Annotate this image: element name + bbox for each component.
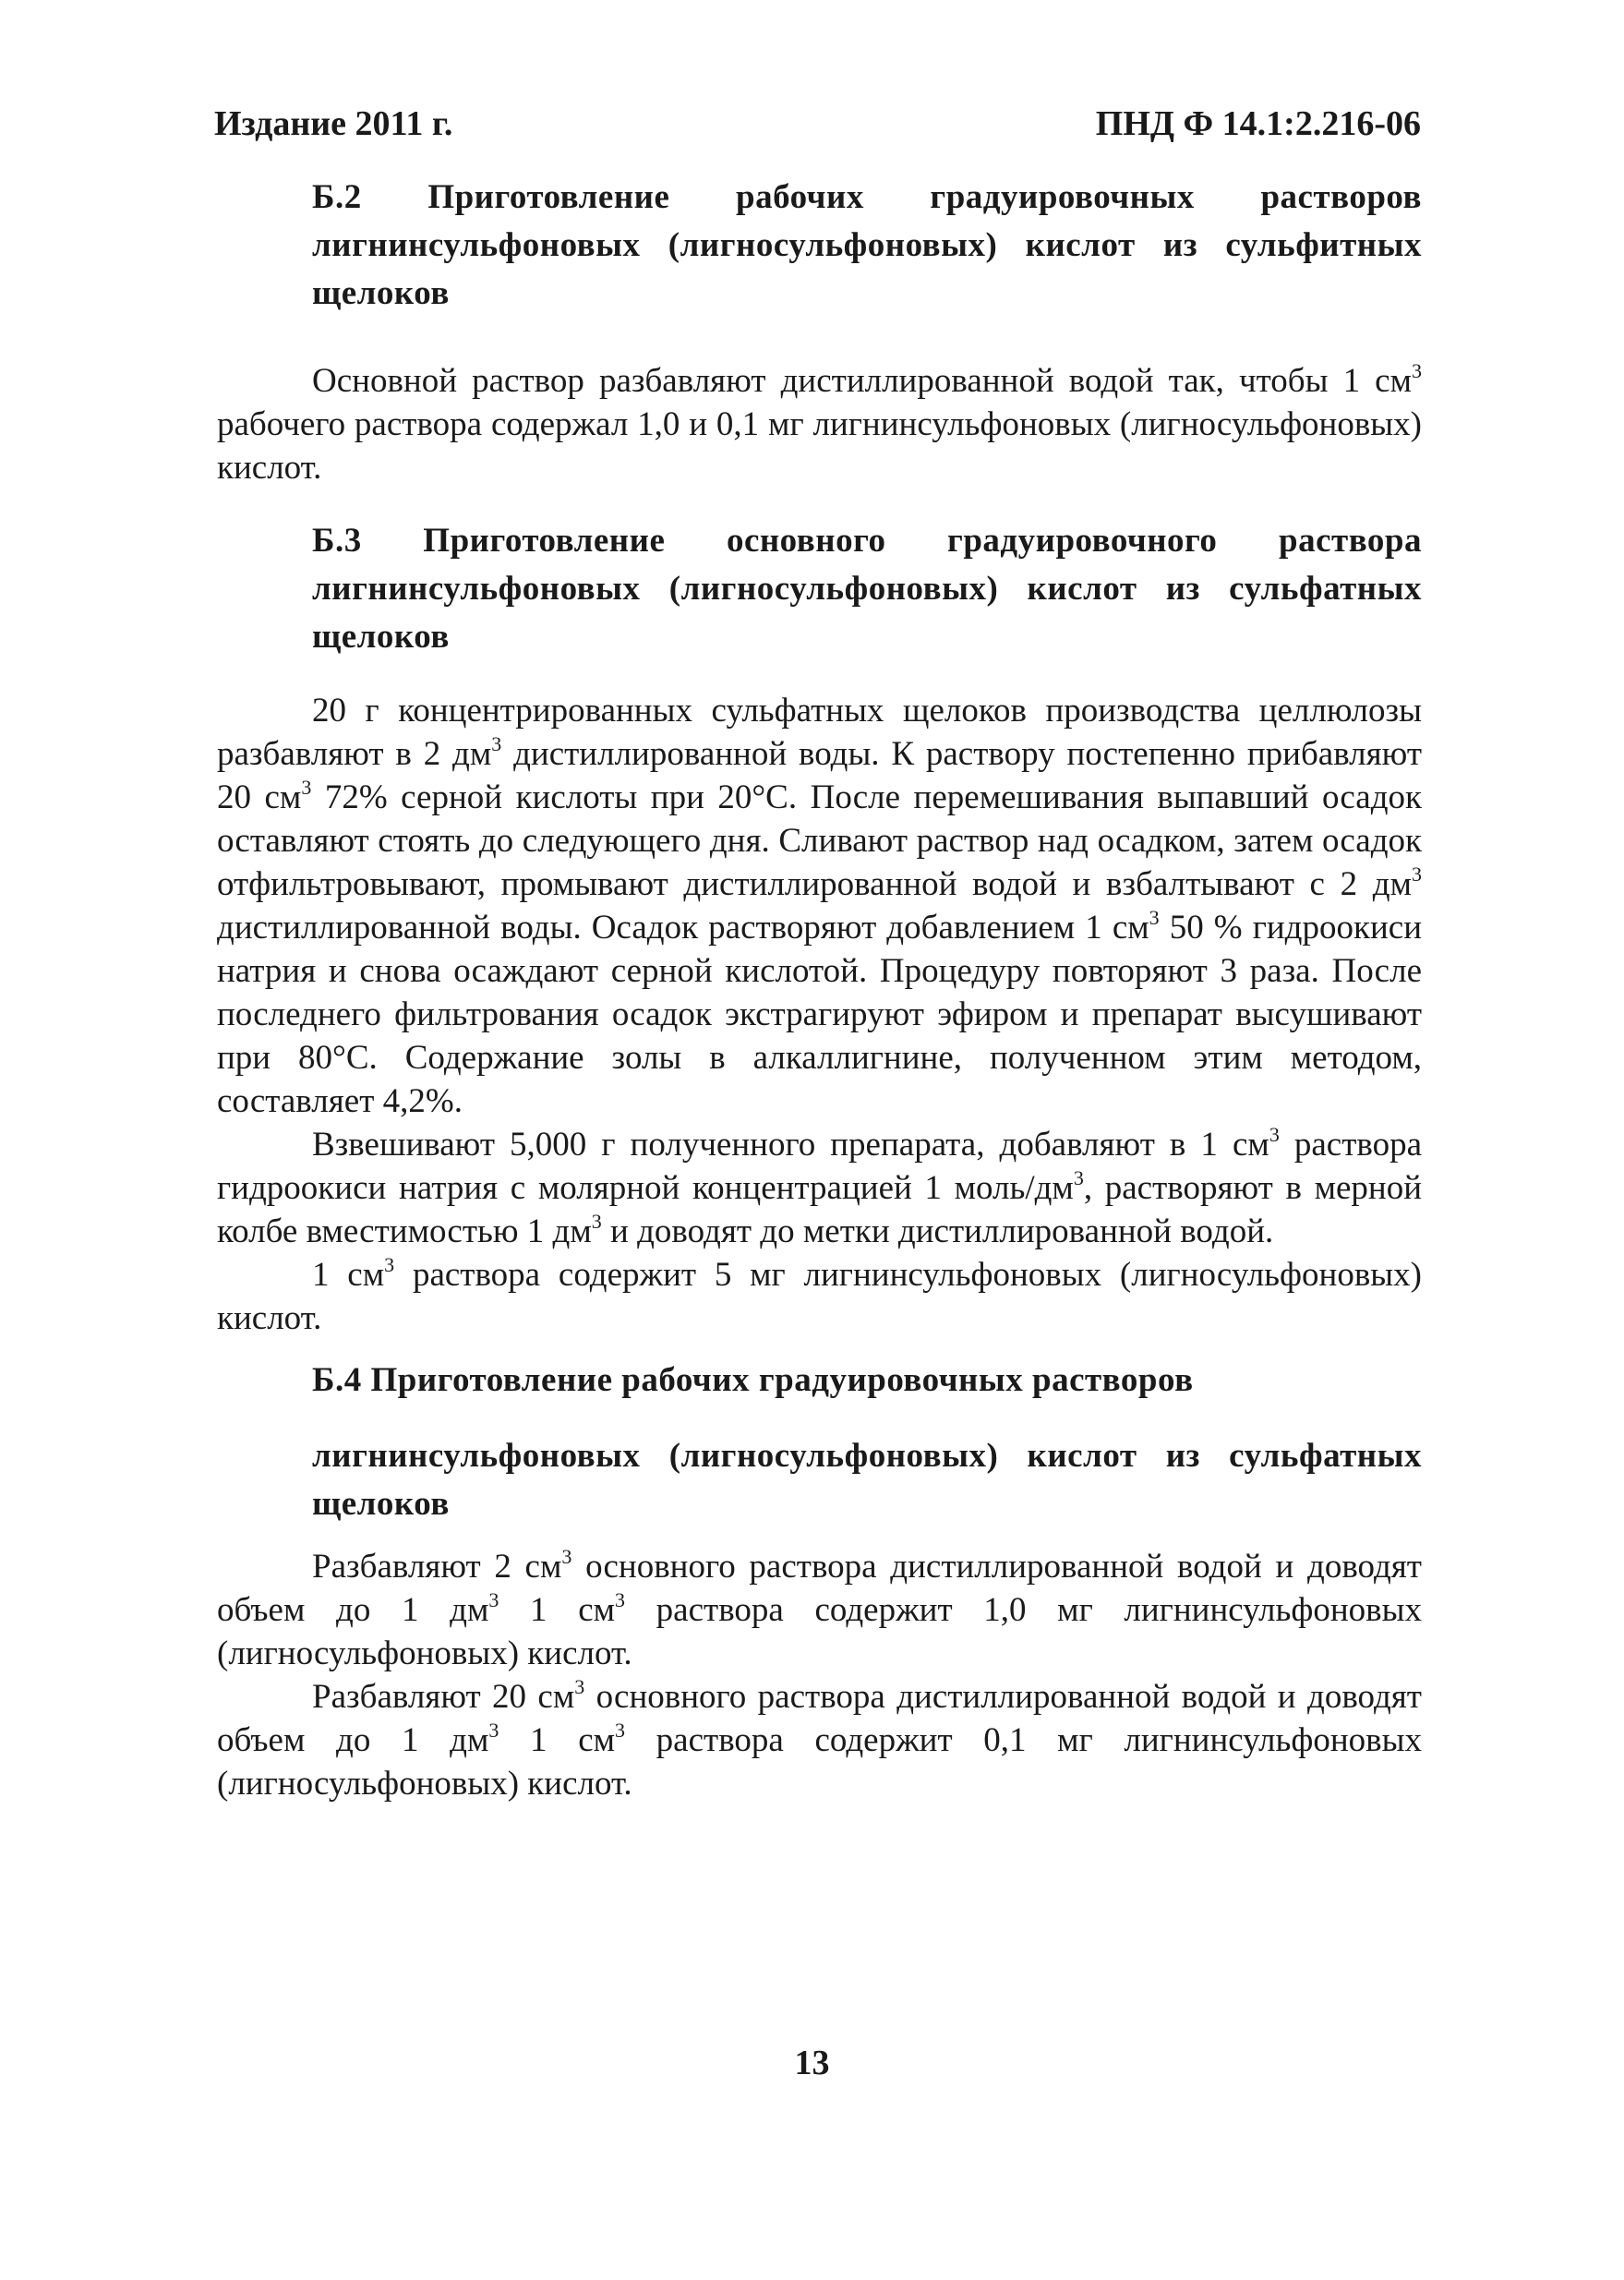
section-b3-paragraph-2: Взвешивают 5,000 г полученного препарата, добавляют в 1 $см^3$ раствора гидроокиси натрия с молярной концентрацией 1 моль/$дм^3$, растворяют в мерной колбе вместимостью 1 $дм^3$ и доводят до метки дистиллированной водой.: [217, 1122, 1423, 1250]
section-b4-heading-line-2: лигнинсульфоновых (лигносульфоновых) кислот из сульфатных щелоков: [312, 1437, 1422, 1523]
section-b4-heading-line-1: Б.4 Приготовление рабочих градуировочных растворов: [312, 1361, 1194, 1399]
section-b4-paragraph-2: Разбавляют 20 $см^3$ основного раствора дистиллированной водой и доводят объем до 1 $дм^3$ 1 $см^3$ раствора содержит 0,1 мг лигнинсульфоновых (лигносульфоновых) кислот.: [217, 1674, 1422, 1803]
section-b3-heading: Б.3 Приготовление основного градуировочного раствора лигнинсульфоновых (лигносульфоновых) кислот из сульфатных щелоков: [312, 522, 1422, 656]
section-b3-paragraph-1: 20 г концентрированных сульфатных щелоков производства целлюлозы разбавляют в 2 $дм^3$ дистиллированной воды. К раствору постепенно прибавляют 20 $см^3$ 72% серной кислоты при 20°С. После перемешивания выпавший осадок оставляют стоять до следующего дня. Сливают раствор над осадком, затем осадок отфильтровывают, промывают дистиллированной водой и взбалтывают с 2 $дм^3$ дистиллированной воды. Осадок растворяют добавлением 1 $см^3$ 50 % гидроокиси натрия и снова осаждают серной кислотой. Процедуру повторяют 3 раза. После последнего фильтрования осадок экстрагируют эфиром и препарат высушивают при 80°С. Содержание золы в алкаллигнине, полученном этим методом, составляет 4,2%.: [217, 692, 1423, 1120]
document-code: ПНД Ф 14.1:2.216-06: [1095, 104, 1421, 143]
page-number: 13: [794, 2044, 830, 2082]
section-b2-paragraph: Основной раствор разбавляют дистиллированной водой так, чтобы 1 $см^3$ рабочего раствора содержал 1,0 и 0,1 мг лигнинсульфоновых (лигносульфоновых) кислот.: [217, 358, 1422, 487]
section-b3-paragraph-3: 1 $см^3$ раствора содержит 5 мг лигнинсульфоновых (лигносульфоновых) кислот.: [217, 1252, 1422, 1337]
edition-label: Издание 2011 г.: [214, 104, 453, 143]
section-b2-heading: Б.2 Приготовление рабочих градуировочных растворов лигнинсульфоновых (лигносульфоновых) кислот из сульфитных щелоков: [312, 178, 1422, 312]
section-b4-paragraph-1: Разбавляют 2 $см^3$ основного раствора дистиллированной водой и доводят объем до 1 $дм^3$ 1 $см^3$ раствора содержит 1,0 мг лигнинсульфоновых (лигносульфоновых) кислот.: [217, 1544, 1422, 1672]
page-content: [217, 174, 1422, 1805]
